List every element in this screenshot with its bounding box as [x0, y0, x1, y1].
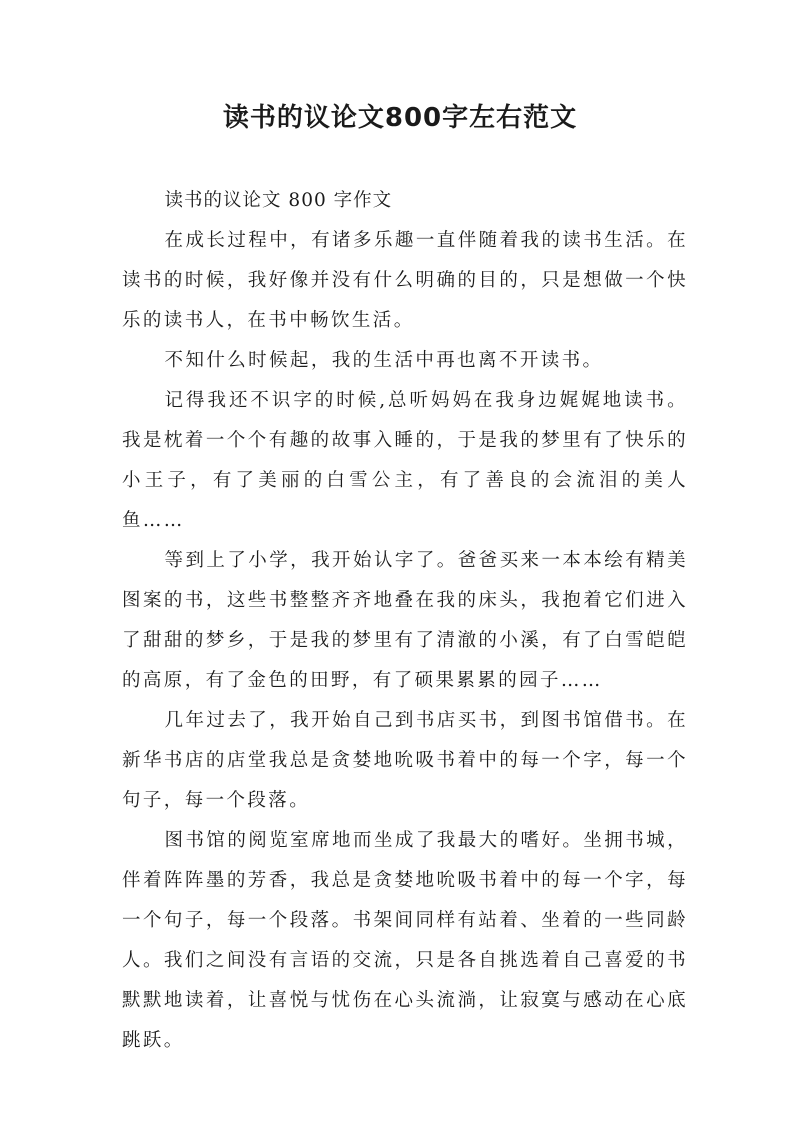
paragraph-6: 图书馆的阅览室席地而坐成了我最大的嗜好。坐拥书城，伴着阵阵墨的芳香，我总是贪婪地吮吸书着中的每一个字，每一个句子，每一个段落。书架间同样有站着、坐着的一些同龄人。我们之间没有言语的交流，只是各自挑选着自己喜爱的书默默地读着，让喜悦与忧伤在心头流淌，让寂寞与感动在心底跳跃。 [122, 830, 688, 1051]
paragraph-2: 不知什么时候起，我的生活中再也离不开读书。 [164, 350, 604, 371]
essay-subtitle: 读书的议论文 800 字作文 [164, 190, 393, 211]
paragraph-3: 记得我还不识字的时候,总听妈妈在我身边娓娓地读书。我是枕着一个个有趣的故事入睡的，于是我的梦里有了快乐的小王子，有了美丽的白雪公主，有了善良的会流泪的美人鱼…… [122, 390, 688, 531]
paragraph-4: 等到上了小学，我开始认字了。爸爸买来一本本绘有精美图案的书，这些书整整齐齐地叠在我的床头，我抱着它们进入了甜甜的梦乡，于是我的梦里有了清澈的小溪，有了白雪皑皑的高原，有了金色的田野，有了硕果累累的园子…… [122, 550, 688, 691]
document-title: 读书的议论文800字左右范文 [222, 103, 578, 133]
paragraph-5: 几年过去了，我开始自己到书店买书，到图书馆借书。在新华书店的店堂我总是贪婪地吮吸书着中的每一个字，每一个句子，每一个段落。 [122, 710, 688, 811]
document-body [122, 181, 688, 1061]
paragraph-1: 在成长过程中，有诸多乐趣一直伴随着我的读书生活。在读书的时候，我好像并没有什么明确的目的，只是想做一个快乐的读书人，在书中畅饮生活。 [122, 230, 688, 331]
